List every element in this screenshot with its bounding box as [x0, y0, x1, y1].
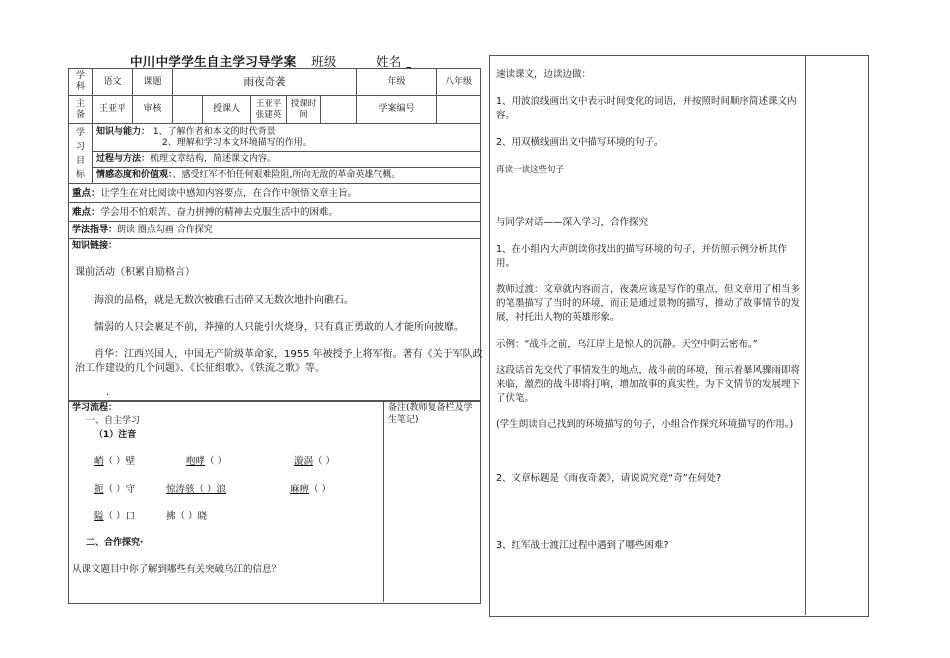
goals-label-cell	[69, 124, 93, 184]
stray-dot: .	[106, 387, 110, 398]
goal-emotion-text: 、感受红军不怕任何艰难险阻,所向无敌的革命英雄气概。	[172, 170, 401, 180]
pinyin-word: 拂	[166, 511, 176, 522]
review-label: 审核	[133, 96, 173, 124]
goal-knowledge-2: 2、理解和学习本文环境描写的作用。	[162, 137, 312, 148]
goal-process-text: 梳理文章结构，简述课文内容。	[150, 154, 277, 164]
keypoint-text: 让学生在对比阅读中感知内容要点，在合作中领悟文章主旨。	[100, 187, 358, 199]
pinyin-word: 麻痹	[290, 484, 310, 495]
pinyin-word: 漩涡	[294, 456, 314, 467]
pinyin-word: 咆哮	[186, 456, 206, 467]
teacher-transition: 教师过渡：文章就内容而言，夜袭应该是写作的重点，但文章用了相当多的笔墨描写了当时的环境，而正是通过景物的描写，推动了故事情节的发展，衬托出人物的英雄形象。	[496, 284, 801, 323]
topic-label: 课题	[133, 69, 173, 96]
question-title-meaning: 2、文章标题是《雨夜奇袭》，请说说究竟“奇”在何处?	[496, 473, 722, 484]
pinyin-blank: （ ）	[309, 484, 332, 495]
goals-label: 学习目标	[75, 127, 85, 180]
subject-value: 语文	[93, 69, 133, 96]
info-table	[68, 68, 481, 239]
grade-value: 八年级	[437, 69, 481, 96]
grade-label: 年级	[357, 69, 437, 96]
section-cooperative: 二、合作探究·	[86, 538, 144, 548]
subject-label: 学科	[69, 69, 93, 96]
goal-process-label: 过程与方法：	[96, 154, 151, 164]
pinyin-blank: （ ）口	[103, 511, 136, 522]
pinyin-item[interactable]	[186, 455, 227, 468]
knowledge-label: 知识链接：	[72, 241, 118, 251]
pinyin-item[interactable]	[166, 510, 207, 523]
quote-2: 懦弱的人只会裹足不前，莽撞的人只能引火烧身，只有真正勇敢的人才能所向披靡。	[94, 322, 464, 333]
teacher-label: 授课人	[203, 96, 251, 124]
pinyin-item[interactable]	[290, 483, 331, 496]
preparer-value: 王亚平	[93, 96, 133, 124]
teacher-value: 王亚平 张建英	[251, 96, 287, 124]
task-wavy-line: 1、用波浪线画出文中表示时间变化的词语，并按照时间顺序简述课文内容。	[496, 96, 797, 121]
right-notes-column	[805, 55, 868, 615]
pinyin-item[interactable]	[94, 483, 135, 496]
pinyin-blank: （ ）壁	[103, 456, 136, 467]
topic-value: 雨夜奇袭	[173, 69, 357, 96]
task-double-line: 2、用双横线画出文中描写环境的句子。	[496, 137, 664, 148]
time-label: 授课时间	[287, 96, 321, 124]
author-bio-line-2: 治工作建设的几个问题》、《长征组歌》、《铁流之歌》等。	[75, 363, 325, 374]
pinyin-word: 峭	[94, 456, 104, 467]
example-analysis: 这段话首先交代了事情发生的地点，战斗前的环境，预示着暴风骤雨即将来临，激烈的战斗即将打响，增加故事的真实性。为下文情节的发展埋下了伏笔。	[496, 365, 801, 404]
difficulty-label: 难点：	[72, 206, 101, 218]
preparer-label: 主备	[69, 96, 93, 124]
group-task-1: 1、在小组内大声朗读你找出的描写环境的句子，并仿照示例分析其作用。	[496, 244, 788, 269]
goal-knowledge-label: 知识与能力：	[96, 126, 151, 137]
pinyin-subtitle: （1）注音	[94, 430, 137, 440]
goal-knowledge-1: 1、了解作者和本文的时代背景	[152, 126, 276, 137]
pinyin-blank: （ ）守	[103, 484, 136, 495]
goal-knowledge	[93, 124, 481, 152]
pinyin-word: 扼	[94, 484, 104, 495]
class-label: 班级	[311, 54, 337, 69]
keypoint-label: 重点：	[72, 187, 101, 199]
pinyin-item[interactable]	[166, 483, 226, 496]
review-value	[173, 96, 203, 124]
difficulty-text: 学会用不怕艰苦、奋力拼搏的精神去克服生活中的困难。	[100, 206, 339, 218]
goal-emotion	[93, 168, 481, 184]
question-difficulties: 3、红军战士渡江过程中遇到了哪些困难?	[496, 540, 669, 551]
goal-process	[93, 152, 481, 168]
pinyin-item[interactable]	[94, 455, 135, 468]
goal-emotion-label: 情感态度和价值观：	[96, 170, 173, 180]
notes-column	[383, 400, 480, 602]
pinyin-blank: （ ）	[205, 456, 228, 467]
pre-class-activity: 课前活动（积累自励格言）	[75, 267, 195, 278]
difficulty-row	[69, 203, 481, 222]
worksheet-title: 中川中学学生自主学习导学案	[130, 54, 297, 69]
name-label: 姓名	[375, 54, 402, 69]
process-label: 学习流程：	[72, 403, 118, 413]
code-label: 学案编号	[357, 96, 437, 124]
example-sentence: 示例：“战斗之前，乌江岸上是惊人的沉静。天空中阴云密布。”	[496, 339, 758, 350]
keypoint-row	[69, 184, 481, 203]
right-instruction: 速读课文，边读边做：	[496, 69, 592, 80]
knowledge-box	[68, 238, 481, 402]
reread-note: 再读一读这些句子	[496, 165, 565, 175]
code-value	[437, 96, 481, 124]
dialogue-heading: 与同学对话——深入学习，合作探究	[496, 217, 649, 228]
pinyin-item[interactable]	[94, 510, 135, 523]
method-row	[69, 222, 481, 239]
section-self-study-text: 一、自主学习	[86, 416, 141, 426]
section-self-study	[86, 415, 140, 428]
time-value	[321, 96, 357, 124]
pinyin-blank: （ ）	[313, 456, 336, 467]
method-label: 学法指导：	[72, 224, 118, 235]
pinyin-word: 惊涛骇（ ）浪	[166, 484, 227, 495]
quote-1: 海浪的品格，就是无数次被礁石击碎又无数次地扑向礁石。	[94, 295, 354, 306]
question-title-info: 从课文题目中你了解到哪些有关突破乌江的信息？	[72, 564, 282, 575]
name-blank[interactable]	[406, 54, 424, 69]
pinyin-blank: （ ）晓	[175, 511, 208, 522]
pinyin-word: 隘	[94, 511, 104, 522]
method-text: 朗读 圈点勾画 合作探究	[117, 224, 213, 235]
pinyin-item[interactable]	[294, 455, 335, 468]
notes-label: 备注(教师复备栏及学生笔记)	[388, 403, 473, 425]
student-reading-note: (学生朗读自己找到的环境描写的句子，小组合作探究环境描写的作用。)	[496, 419, 794, 430]
author-bio-line-1: 肖华：江西兴国人，中国无产阶级革命家，1955 年被授予上将军衔。著有《关于军队政	[94, 349, 483, 360]
